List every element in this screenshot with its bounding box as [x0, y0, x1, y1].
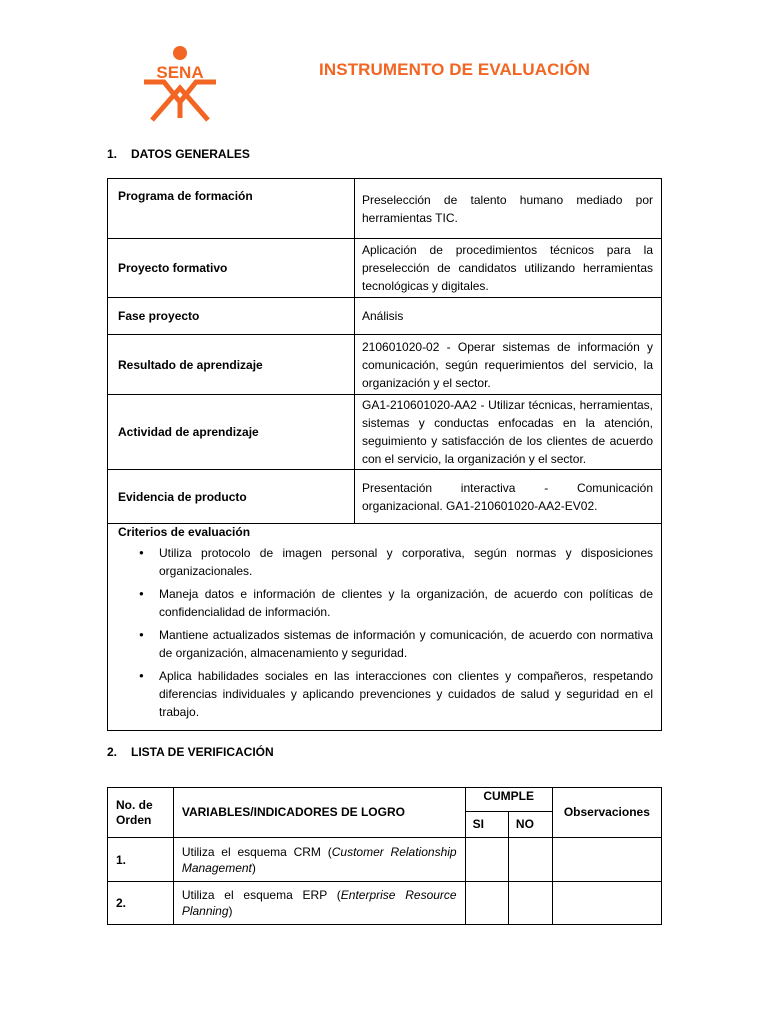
row-label: Resultado de aprendizaje [108, 335, 355, 395]
header-si: SI [465, 812, 508, 838]
row-number: 2. [108, 882, 174, 925]
row-value: Aplicación de procedimientos técnicos para la preselección de candidatos utilizando herramientas tecnológicas y digitales. [355, 239, 662, 298]
section-2-title: LISTA DE VERIFICACIÓN [131, 745, 274, 759]
criteria-item: ● Mantiene actualizados sistemas de información y comunicación, de acuerdo con normativa de organización, almacenamiento y seguridad. [118, 626, 653, 662]
section-1-heading [107, 147, 250, 161]
criteria-row [108, 524, 662, 731]
row-value: 210601020-02 - Operar sistemas de información y comunicación, según requerimientos del servicio, la organización y el sector. [355, 335, 662, 395]
criteria-title: Criterios de evaluación [118, 525, 251, 539]
no-cell[interactable] [508, 882, 552, 925]
observations-cell[interactable] [552, 882, 661, 925]
table-row [108, 179, 662, 239]
table-row [108, 838, 662, 882]
table-row [108, 298, 662, 335]
indicator-term: Customer Relationship Management [181, 844, 457, 875]
table-row [108, 335, 662, 395]
si-cell[interactable] [465, 838, 508, 882]
row-indicator [173, 882, 465, 925]
row-number: 1. [108, 838, 174, 882]
criteria-cell [108, 524, 662, 731]
logo-head [173, 46, 187, 60]
indicator-prefix: Utiliza el esquema ERP ( [181, 888, 341, 902]
document-title: INSTRUMENTO DE EVALUACIÓN [319, 60, 591, 79]
row-label: Programa de formación [108, 179, 355, 239]
row-indicator [173, 838, 465, 882]
header-observations: Observaciones [552, 788, 661, 838]
row-value: Presentación interactiva - Comunicación organizacional. GA1-210601020-AA2-EV02. [355, 470, 662, 524]
si-cell[interactable] [465, 882, 508, 925]
table-row [108, 470, 662, 524]
observations-cell[interactable] [552, 838, 661, 882]
section-2-number: 2. [107, 745, 118, 759]
indicator-prefix: Utiliza el esquema CRM ( [181, 844, 332, 859]
section-1-number: 1. [107, 147, 118, 161]
criteria-item: ● Aplica habilidades sociales en las interacciones con clientes y compañeros, respetando diferencias individuales y aplicando prevenciones y cuidados de salud y seguridad en el trabajo. [118, 667, 653, 721]
row-label: Evidencia de producto [108, 470, 355, 524]
criteria-item: ● Maneja datos e información de clientes y la organización, de acuerdo con políticas de confidencialidad de información. [118, 585, 653, 621]
indicator-term: Enterprise Resource Planning [181, 888, 457, 918]
header-no: NO [508, 812, 552, 838]
criteria-list [118, 544, 653, 721]
sena-logo [140, 44, 222, 122]
header-cumple: CUMPLE [465, 788, 552, 812]
row-value: GA1-210601020-AA2 - Utilizar técnicas, herramientas, sistemas y conductas enfocadas en la atención, seguimiento y satisfacción de los clientes de acuerdo con el servicio, la organización y el sector. [355, 395, 662, 470]
header-order: No. de Orden [108, 788, 174, 838]
indicator-suffix: ) [251, 860, 256, 875]
table-row [108, 239, 662, 298]
general-data-table [107, 178, 662, 731]
row-label: Actividad de aprendizaje [108, 395, 355, 470]
table-row [108, 395, 662, 470]
row-label: Fase proyecto [108, 298, 355, 335]
section-2-heading [107, 745, 274, 759]
header-variables: VARIABLES/INDICADORES DE LOGRO [173, 788, 465, 838]
logo-text: SENA [156, 63, 204, 82]
indicator-suffix: ) [228, 904, 233, 918]
no-cell[interactable] [508, 838, 552, 882]
row-label: Proyecto formativo [108, 239, 355, 298]
section-1-title: DATOS GENERALES [131, 147, 250, 161]
criteria-item: ● Utiliza protocolo de imagen personal y corporativa, según normas y disposiciones organizacionales. [118, 544, 653, 580]
row-value: Análisis [355, 298, 662, 335]
verification-table [107, 787, 662, 925]
row-value: Preselección de talento humano mediado por herramientas TIC. [355, 179, 662, 239]
table-row [108, 882, 662, 925]
